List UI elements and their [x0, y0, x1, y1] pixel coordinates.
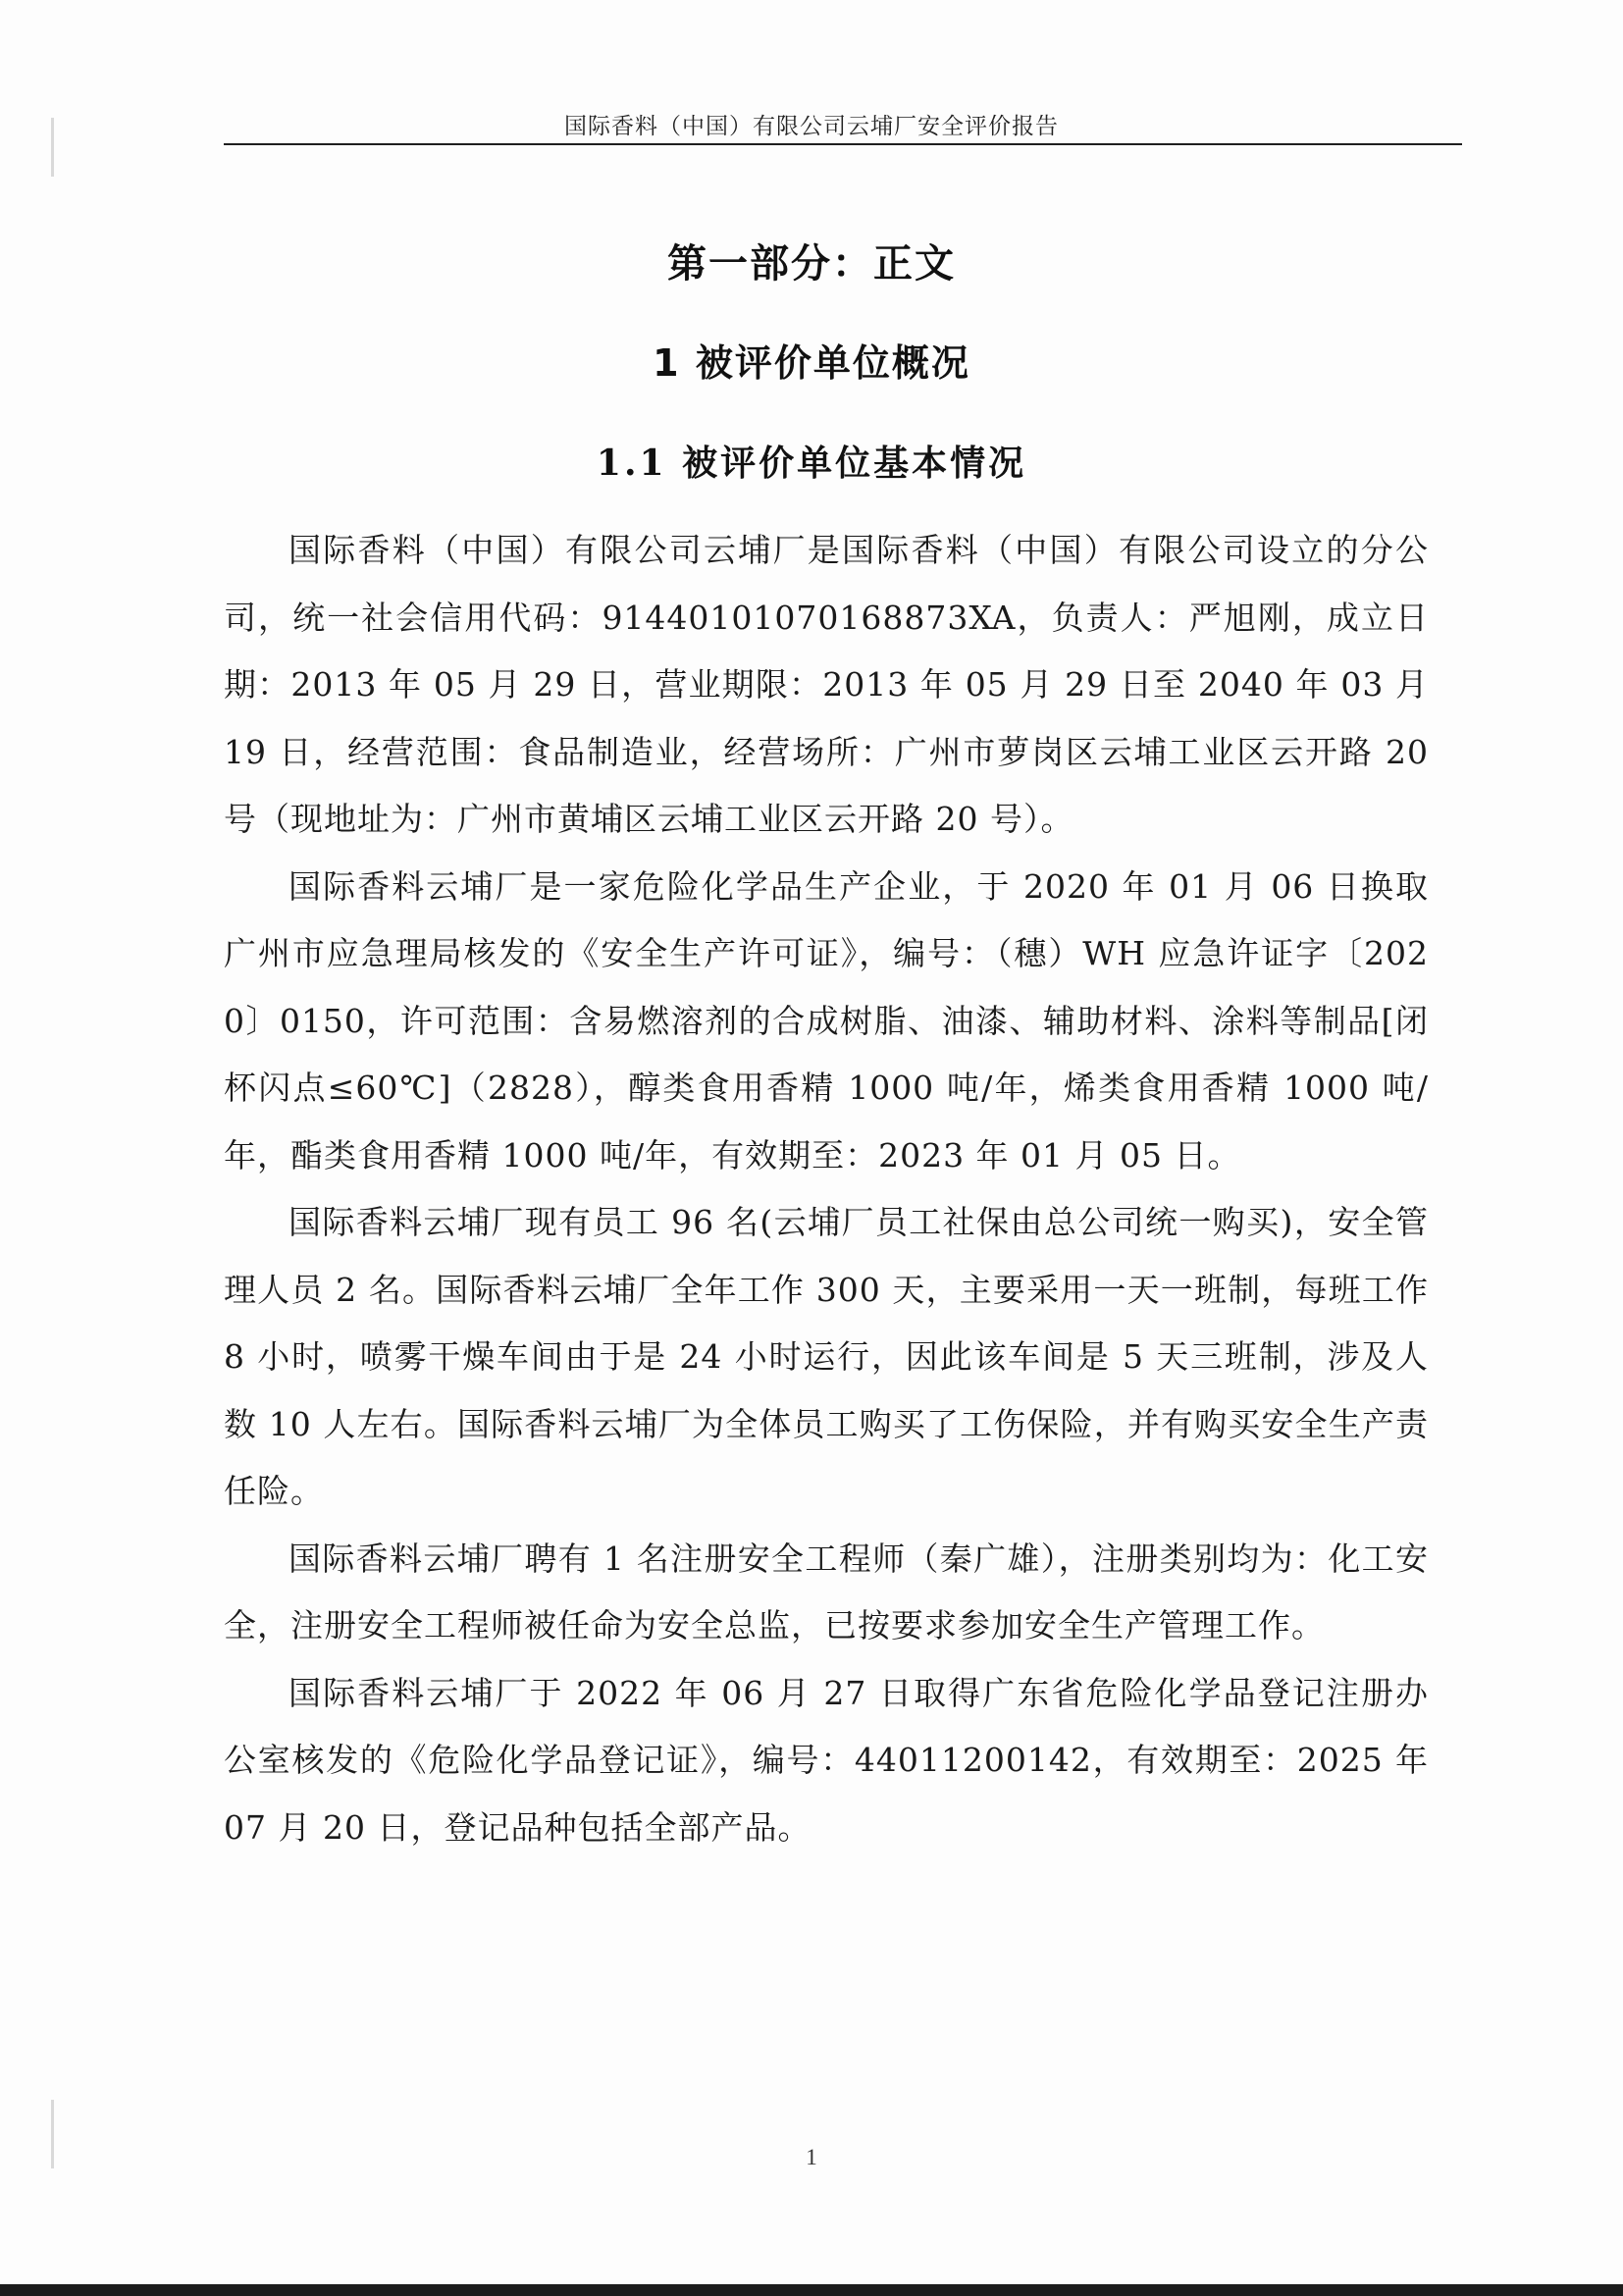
section-title: 1.1 被评价单位基本情况: [596, 443, 1027, 484]
paragraph: 国际香料云埔厂聘有 1 名注册安全工程师（秦广雄），注册类别均为：化工安全，注册安全工程师被任命为安全总监，已按要求参加安全生产管理工作。: [224, 1539, 1429, 1644]
header-divider: [224, 143, 1462, 145]
page-number: 1: [806, 2145, 817, 2169]
paragraph: 国际香料云埔厂现有员工 96 名(云埔厂员工社保由总公司统一购买)，安全管理人员 2 名。国际香料云埔厂全年工作 300 天，主要采用一天一班制，每班工作 8 小时，喷雾干燥车间由于是 24 小时运行，因此该车间是 5 天三班制，涉及人数 10 人左右。国际香料云埔厂为全体员工购买了工伤保险，并有购买安全生产责任险。: [224, 1203, 1429, 1510]
chapter-title: 1 被评价单位概况: [653, 341, 970, 385]
scan-bottom-edge: [0, 2284, 1623, 2296]
part-title: 第一部分：正文: [667, 241, 956, 287]
paragraph: 国际香料云埔厂于 2022 年 06 月 27 日取得广东省危险化学品登记注册办公室核发的《危险化学品登记证》，编号：44011200142，有效期至：2025 年 07 月 20 日，登记品种包括全部产品。: [224, 1673, 1429, 1847]
paragraph: 国际香料云埔厂是一家危险化学品生产企业，于 2020 年 01 月 06 日换取广州市应急理局核发的《安全生产许可证》，编号：（穗）WH 应急许证字〔2020〕0150，许可范围：含易燃溶剂的合成树脂、油漆、辅助材料、涂料等制品[闭杯闪点≤60℃]（2828），醇类食用香精 1000 吨/年，烯类食用香精 1000 吨/年，酯类食用香精 1000 吨/年，有效期至：2023 年 01 月 05 日。: [224, 866, 1429, 1174]
paragraph: 国际香料（中国）有限公司云埔厂是国际香料（中国）有限公司设立的分公司，统一社会信用代码：91440101070168873XA，负责人：严旭刚，成立日期：2013 年 05 月 29 日，营业期限：2013 年 05 月 29 日至 2040 年 03 月 19 日，经营范围：食品制造业，经营场所：广州市萝岗区云埔工业区云开路 20 号（现地址为：广州市黄埔区云埔工业区云开路 20 号）。: [224, 531, 1429, 838]
running-header-title: 国际香料（中国）有限公司云埔厂安全评价报告: [564, 114, 1059, 139]
body-text: [224, 517, 1429, 1861]
